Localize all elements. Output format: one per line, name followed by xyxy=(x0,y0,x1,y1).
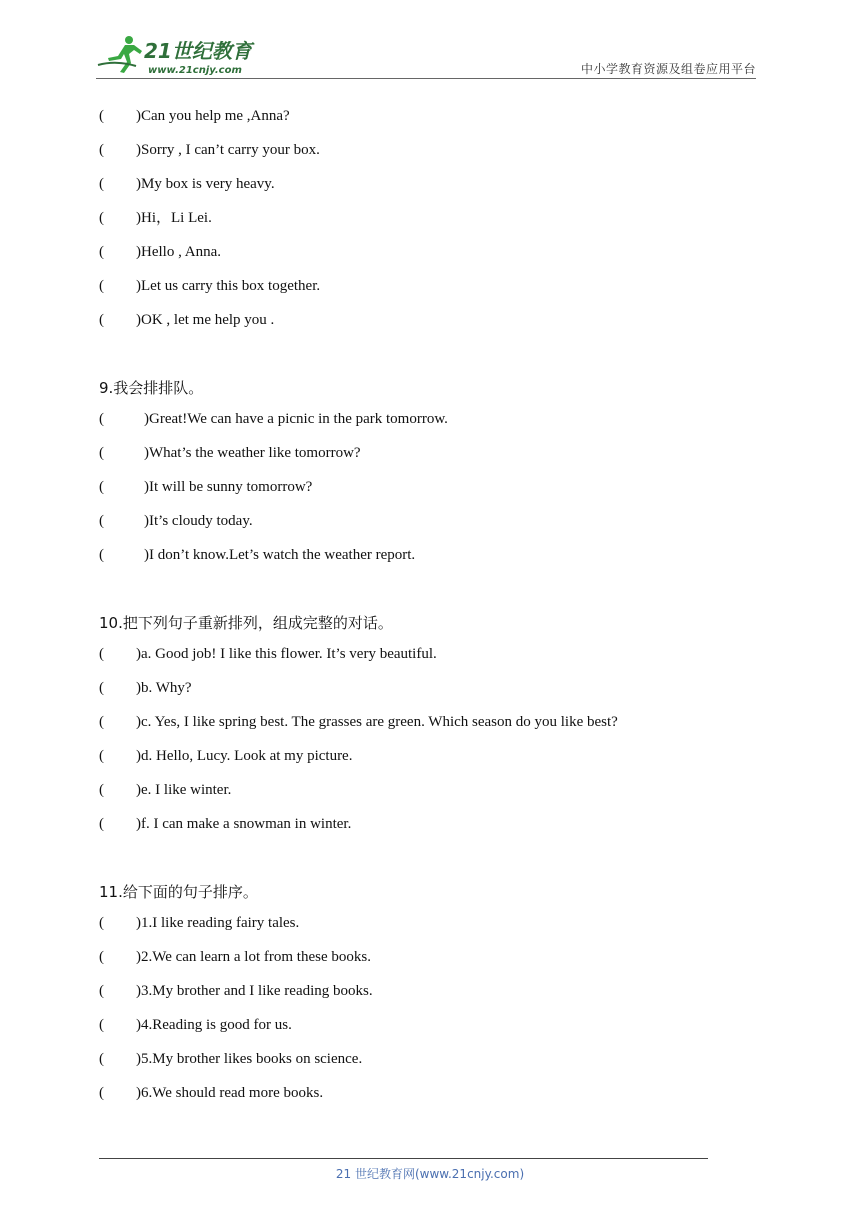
sentence-text: )3.My brother and I like reading books. xyxy=(136,983,373,999)
list-item xyxy=(99,272,759,306)
sentence-text: )c. Yes, I like spring best. The grasses are green. Which season do you like best? xyxy=(136,714,618,730)
section-title: 10.把下列句子重新排列，组成完整的对话。 xyxy=(99,614,393,632)
section-title: 9.我会排排队。 xyxy=(99,379,204,397)
runner-logo-icon xyxy=(96,32,266,76)
section-8 xyxy=(99,102,759,340)
sentence-text: )It will be sunny tomorrow? xyxy=(144,479,313,495)
sentence-text: )d. Hello, Lucy. Look at my picture. xyxy=(136,748,353,764)
worksheet-content xyxy=(99,102,759,1113)
answer-blank[interactable]: ( xyxy=(99,748,104,764)
list-item xyxy=(99,473,759,507)
answer-blank[interactable]: ( xyxy=(99,513,104,529)
answer-blank[interactable]: ( xyxy=(99,479,104,495)
answer-blank[interactable]: ( xyxy=(99,782,104,798)
header-divider xyxy=(96,78,756,79)
sentence-text: )Great!We can have a picnic in the park tomorrow. xyxy=(144,411,448,427)
list-item xyxy=(99,306,759,340)
list-item xyxy=(99,977,759,1011)
list-item xyxy=(99,674,759,708)
svg-text:www.21cnjy.com: www.21cnjy.com xyxy=(148,65,242,76)
page-footer[interactable]: 21 世纪教育网(www.21cnjy.com) xyxy=(335,1167,525,1181)
spacer xyxy=(99,340,759,371)
list-item xyxy=(99,439,759,473)
list-item xyxy=(99,170,759,204)
sentence-text: )OK , let me help you . xyxy=(136,312,275,328)
sentence-text: )1.I like reading fairy tales. xyxy=(136,915,300,931)
answer-blank[interactable]: ( xyxy=(99,445,104,461)
sentence-text: )a. Good job! I like this flower. It’s very beautiful. xyxy=(136,646,437,662)
sentence-text: )e. I like winter. xyxy=(136,782,232,798)
list-item xyxy=(99,909,759,943)
answer-blank[interactable]: ( xyxy=(99,949,104,965)
list-item xyxy=(99,1011,759,1045)
svg-text:21世纪教育: 21世纪教育 xyxy=(144,39,252,63)
sentence-text: )My box is very heavy. xyxy=(136,176,275,192)
sentence-text: )Can you help me ,Anna? xyxy=(136,108,290,124)
list-item xyxy=(99,640,759,674)
sentence-text: )It’s cloudy today. xyxy=(144,513,253,529)
answer-blank[interactable]: ( xyxy=(99,816,104,832)
list-item xyxy=(99,708,759,742)
sentence-text: )I don’t know.Let’s watch the weather report. xyxy=(144,547,416,563)
list-item xyxy=(99,1079,759,1113)
list-item xyxy=(99,102,759,136)
answer-blank[interactable]: ( xyxy=(99,983,104,999)
sentence-text: )Hello , Anna. xyxy=(136,244,221,260)
sentence-text: )Let us carry this box together. xyxy=(136,278,321,294)
sentence-text: )5.My brother likes books on science. xyxy=(136,1051,363,1067)
platform-name: 中小学教育资源及组卷应用平台 xyxy=(580,62,756,76)
sentence-text: )What’s the weather like tomorrow? xyxy=(144,445,361,461)
page-header xyxy=(96,30,756,78)
list-item xyxy=(99,507,759,541)
sentence-text: )6.We should read more books. xyxy=(136,1085,324,1101)
list-item xyxy=(99,541,759,575)
sentence-text: )f. I can make a snowman in winter. xyxy=(136,816,352,832)
section-11 xyxy=(99,875,759,1113)
answer-blank[interactable]: ( xyxy=(99,312,104,328)
answer-blank[interactable]: ( xyxy=(99,1051,104,1067)
answer-blank[interactable]: ( xyxy=(99,547,104,563)
sentence-text: )4.Reading is good for us. xyxy=(136,1017,292,1033)
sentence-text: )Sorry , I can’t carry your box. xyxy=(136,142,320,158)
section-9 xyxy=(99,371,759,575)
list-item xyxy=(99,742,759,776)
spacer xyxy=(99,575,759,606)
list-item xyxy=(99,776,759,810)
answer-blank[interactable]: ( xyxy=(99,142,104,158)
answer-blank[interactable]: ( xyxy=(99,915,104,931)
answer-blank[interactable]: ( xyxy=(99,1085,104,1101)
answer-blank[interactable]: ( xyxy=(99,210,104,226)
list-item xyxy=(99,943,759,977)
answer-blank[interactable]: ( xyxy=(99,176,104,192)
list-item xyxy=(99,238,759,272)
answer-blank[interactable]: ( xyxy=(99,714,104,730)
spacer xyxy=(99,844,759,875)
answer-blank[interactable]: ( xyxy=(99,278,104,294)
section-10 xyxy=(99,606,759,844)
answer-blank[interactable]: ( xyxy=(99,108,104,124)
answer-blank[interactable]: ( xyxy=(99,411,104,427)
section-title: 11.给下面的句子排序。 xyxy=(99,883,258,901)
sentence-text: )b. Why? xyxy=(136,680,192,696)
answer-blank[interactable]: ( xyxy=(99,680,104,696)
sentence-text: )2.We can learn a lot from these books. xyxy=(136,949,371,965)
sentence-text: )Hi，Li Lei. xyxy=(136,210,212,226)
list-item xyxy=(99,1045,759,1079)
list-item xyxy=(99,405,759,439)
list-item xyxy=(99,204,759,238)
list-item xyxy=(99,810,759,844)
answer-blank[interactable]: ( xyxy=(99,1017,104,1033)
site-logo[interactable] xyxy=(96,32,266,76)
footer-divider xyxy=(99,1158,708,1159)
answer-blank[interactable]: ( xyxy=(99,244,104,260)
list-item xyxy=(99,136,759,170)
answer-blank[interactable]: ( xyxy=(99,646,104,662)
